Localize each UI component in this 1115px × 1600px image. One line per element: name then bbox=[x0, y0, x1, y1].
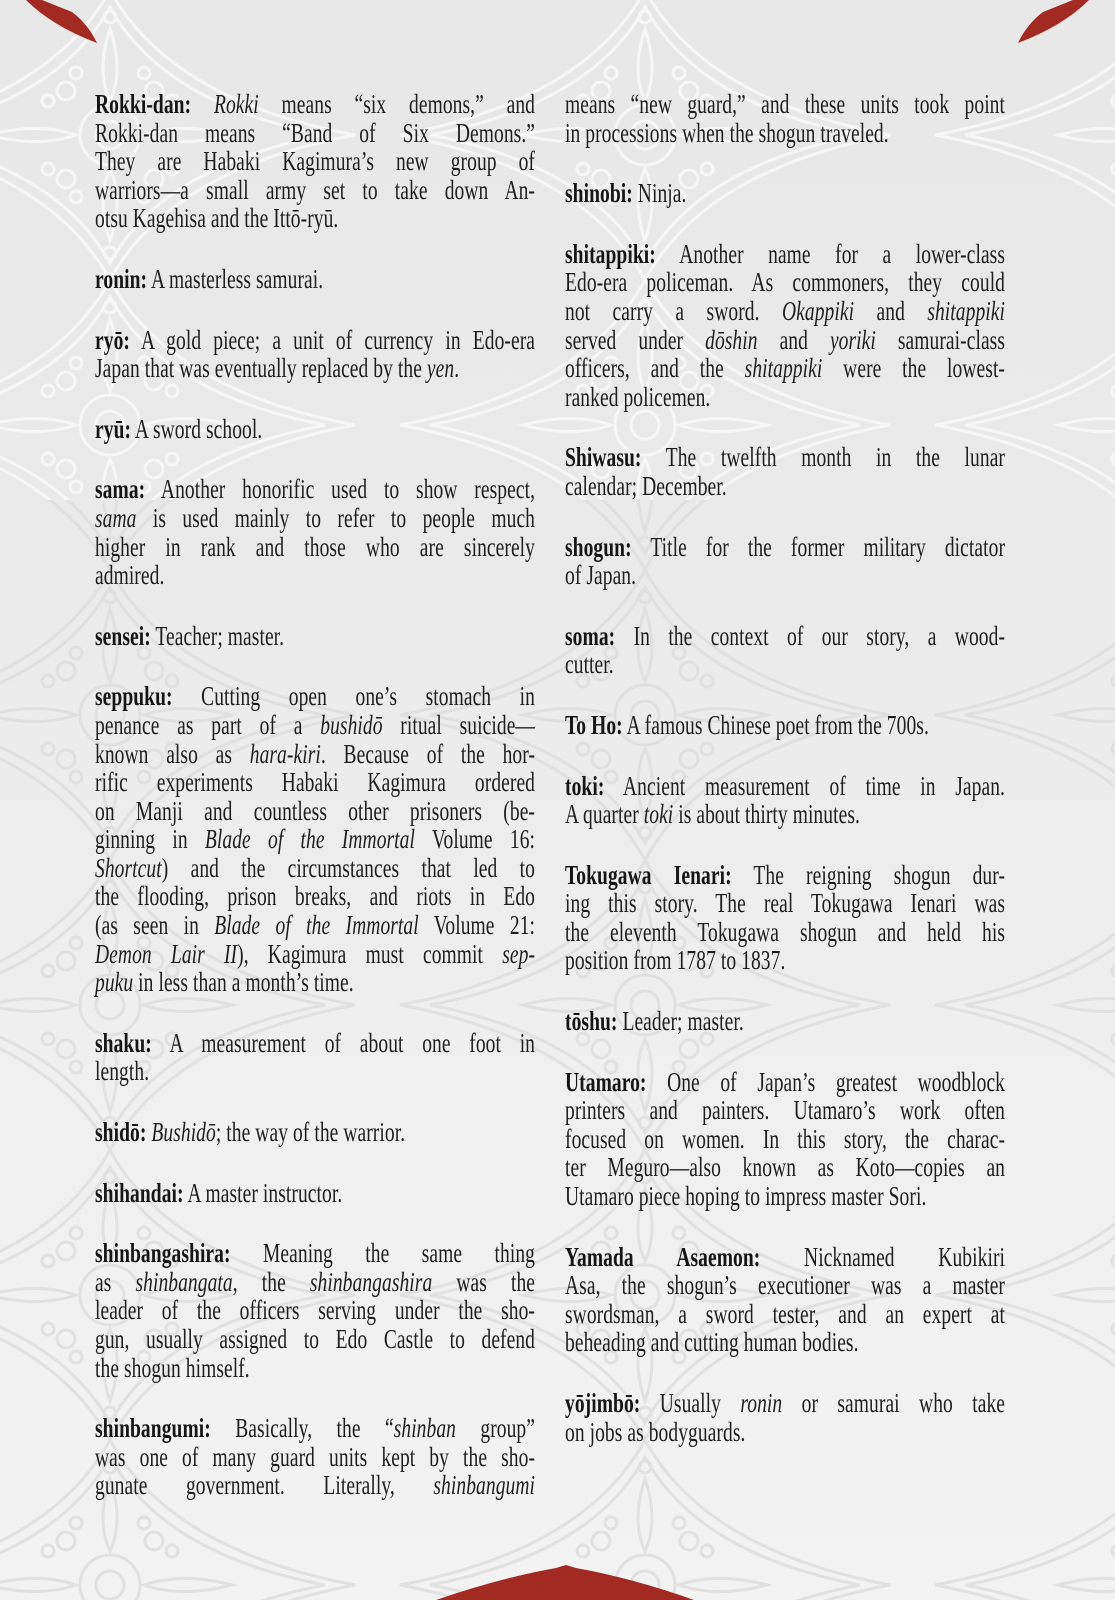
text-line: on Manji and countless other prisoners (be- bbox=[95, 794, 536, 826]
glossary-entry bbox=[565, 530, 1006, 591]
text-line: on jobs as bodyguards. bbox=[565, 1415, 746, 1447]
text-line: shitappiki: Another name for a lower-class bbox=[565, 237, 1006, 269]
text-line: sensei: Teacher; master. bbox=[95, 619, 285, 651]
glossary-entry bbox=[565, 769, 1006, 830]
text-line: Demon Lair II), Kagimura must commit sep- bbox=[95, 937, 536, 969]
text-line: officers, and the shitappiki were the lowest- bbox=[565, 352, 1006, 384]
text-line: A quarter toki is about thirty minutes. bbox=[565, 798, 860, 830]
text-line: otsu Kagehisa and the Ittō-ryū. bbox=[95, 202, 339, 234]
text-line: shidō: Bushidō; the way of the warrior. bbox=[95, 1116, 406, 1148]
text-line: Utamaro: One of Japan’s greatest woodblock bbox=[565, 1065, 1006, 1097]
text-line: of Japan. bbox=[565, 559, 637, 591]
text-line: sama: Another honorific used to show respect, bbox=[95, 473, 536, 505]
text-line: Yamada Asaemon: Nicknamed Kubikiri bbox=[565, 1240, 1006, 1272]
text-line: gun, usually assigned to Edo Castle to defend bbox=[95, 1323, 536, 1354]
text-line: Utamaro piece hoping to impress master Sori. bbox=[565, 1180, 927, 1212]
text-line: Shortcut) and the circumstances that led to bbox=[95, 851, 536, 883]
text-line: ryō: A gold piece; a unit of currency in Edo-era bbox=[95, 323, 536, 355]
text-line: the eleventh Tokugawa shogun and held his bbox=[565, 915, 1006, 947]
text-line: ronin: A masterless samurai. bbox=[95, 262, 324, 294]
text-line: sama is used mainly to refer to people much bbox=[95, 501, 536, 533]
text-line: leader of the officers serving under the sho- bbox=[95, 1294, 536, 1326]
glossary-entry bbox=[95, 412, 535, 444]
text-line: in processions when the shogun traveled. bbox=[565, 116, 889, 148]
text-line: the shogun himself. bbox=[95, 1351, 250, 1383]
text-line: shinbangumi: Basically, the “shinban group” bbox=[95, 1412, 536, 1444]
text-line: position from 1787 to 1837. bbox=[565, 944, 786, 976]
text-line: yōjimbō: Usually ronin or samurai who take bbox=[565, 1387, 1006, 1418]
glossary-entry bbox=[95, 1026, 536, 1087]
text-line: served under dōshin and yoriki samurai-class bbox=[565, 323, 1006, 355]
text-line: Japan that was eventually replaced by the yen. bbox=[95, 352, 460, 384]
text-line: shaku: A measurement of about one foot in bbox=[95, 1026, 536, 1058]
glossary-entry bbox=[95, 323, 536, 384]
text-line: Asa, the shogun’s executioner was a master bbox=[565, 1269, 1006, 1301]
glossary-entry bbox=[565, 443, 1005, 500]
text-line: Tokugawa Ienari: The reigning shogun dur- bbox=[565, 858, 1006, 890]
text-line: To Ho: A famous Chinese poet from the 700s. bbox=[565, 708, 929, 740]
text-line: admired. bbox=[95, 559, 165, 591]
text-line: beheading and cutting human bodies. bbox=[565, 1326, 859, 1358]
glossary-entry bbox=[95, 1176, 535, 1208]
text-line: seppuku: Cutting open one’s stomach in bbox=[95, 680, 536, 712]
glossary-entry bbox=[565, 1065, 1006, 1212]
text-line: calendar; December. bbox=[565, 469, 727, 501]
glossary-entry bbox=[565, 90, 1005, 147]
text-line: was one of many guard units kept by the sho- bbox=[95, 1440, 536, 1472]
glossary-entry bbox=[95, 90, 535, 233]
text-line: swordsman, a sword tester, and an expert at bbox=[565, 1297, 1006, 1329]
text-line: ter Meguro—also known as Koto—copies an bbox=[565, 1151, 1006, 1183]
glossary-entry bbox=[565, 1007, 1005, 1036]
text-line: the flooding, prison breaks, and riots in Edo bbox=[95, 880, 536, 912]
text-line: ginning in Blade of the Immortal Volume 16: bbox=[95, 823, 536, 855]
text-line: ing this story. The real Tokugawa Ienari was bbox=[565, 887, 1006, 919]
glossary-entry bbox=[565, 1389, 1005, 1446]
text-line: puku in less than a month’s time. bbox=[95, 966, 354, 998]
text-line: tōshu: Leader; master. bbox=[565, 1005, 744, 1037]
text-line: cutter. bbox=[565, 648, 614, 680]
text-line: printers and painters. Utamaro’s work often bbox=[565, 1094, 1006, 1126]
glossary-entry bbox=[95, 1414, 535, 1500]
column-right-text bbox=[565, 90, 1005, 1446]
text-line: (as seen in Blade of the Immortal Volume 21: bbox=[95, 909, 536, 941]
text-line: shinobi: Ninja. bbox=[565, 177, 687, 209]
glossary-entry bbox=[95, 475, 535, 589]
text-line: known also as hara-kiri. Because of the hor- bbox=[95, 737, 536, 769]
glossary-entry bbox=[95, 1118, 535, 1147]
text-line: Rokki-dan: Rokki means “six demons,” and bbox=[95, 88, 536, 119]
glossary-entry bbox=[565, 1240, 1006, 1358]
text-line: higher in rank and those who are sincerely bbox=[95, 530, 536, 562]
text-line: toki: Ancient measurement of time in Japan. bbox=[565, 769, 1006, 801]
text-line: shihandai: A master instructor. bbox=[95, 1176, 343, 1208]
column-left-text bbox=[95, 90, 535, 1500]
glossary-entry bbox=[565, 858, 1006, 976]
text-line: means “new guard,” and these units took point bbox=[565, 88, 1006, 119]
text-line: ryū: A sword school. bbox=[95, 412, 263, 444]
text-line: ranked policemen. bbox=[565, 380, 711, 412]
column-right bbox=[565, 90, 1005, 1600]
text-line: shogun: Title for the former military dictator bbox=[565, 530, 1006, 562]
glossary-entry bbox=[565, 708, 1005, 740]
glossary-entry bbox=[565, 179, 1005, 208]
text-line: They are Habaki Kagimura’s new group of bbox=[95, 145, 536, 177]
text-line: length. bbox=[95, 1055, 150, 1087]
text-line: rific experiments Habaki Kagimura ordered bbox=[95, 766, 536, 798]
glossary-entry bbox=[95, 262, 535, 294]
text-line: Edo-era policeman. As commoners, they could bbox=[565, 266, 1006, 298]
text-line: warriors—a small army set to take down An- bbox=[95, 173, 536, 205]
glossary-entry bbox=[95, 1239, 535, 1382]
glossary-entry bbox=[95, 682, 535, 997]
glossary-entry bbox=[565, 237, 1006, 412]
text-line: gunate government. Literally, shinbangumi bbox=[95, 1469, 536, 1501]
glossary-entry bbox=[565, 619, 1006, 680]
column-left bbox=[95, 90, 535, 1600]
text-line: penance as part of a bushidō ritual suicide— bbox=[95, 708, 536, 740]
text-line: not carry a sword. Okappiki and shitappiki bbox=[565, 294, 1006, 326]
text-line: Shiwasu: The twelfth month in the lunar bbox=[565, 441, 1006, 473]
text-line: shinbangashira: Meaning the same thing bbox=[95, 1237, 536, 1269]
text-line: Rokki-dan means “Band of Six Demons.” bbox=[95, 116, 536, 148]
glossary-entry bbox=[95, 619, 535, 651]
text-line: focused on women. In this story, the charac- bbox=[565, 1122, 1006, 1154]
text-line: as shinbangata, the shinbangashira was the bbox=[95, 1265, 536, 1297]
text-line: soma: In the context of our story, a wood- bbox=[565, 619, 1006, 651]
